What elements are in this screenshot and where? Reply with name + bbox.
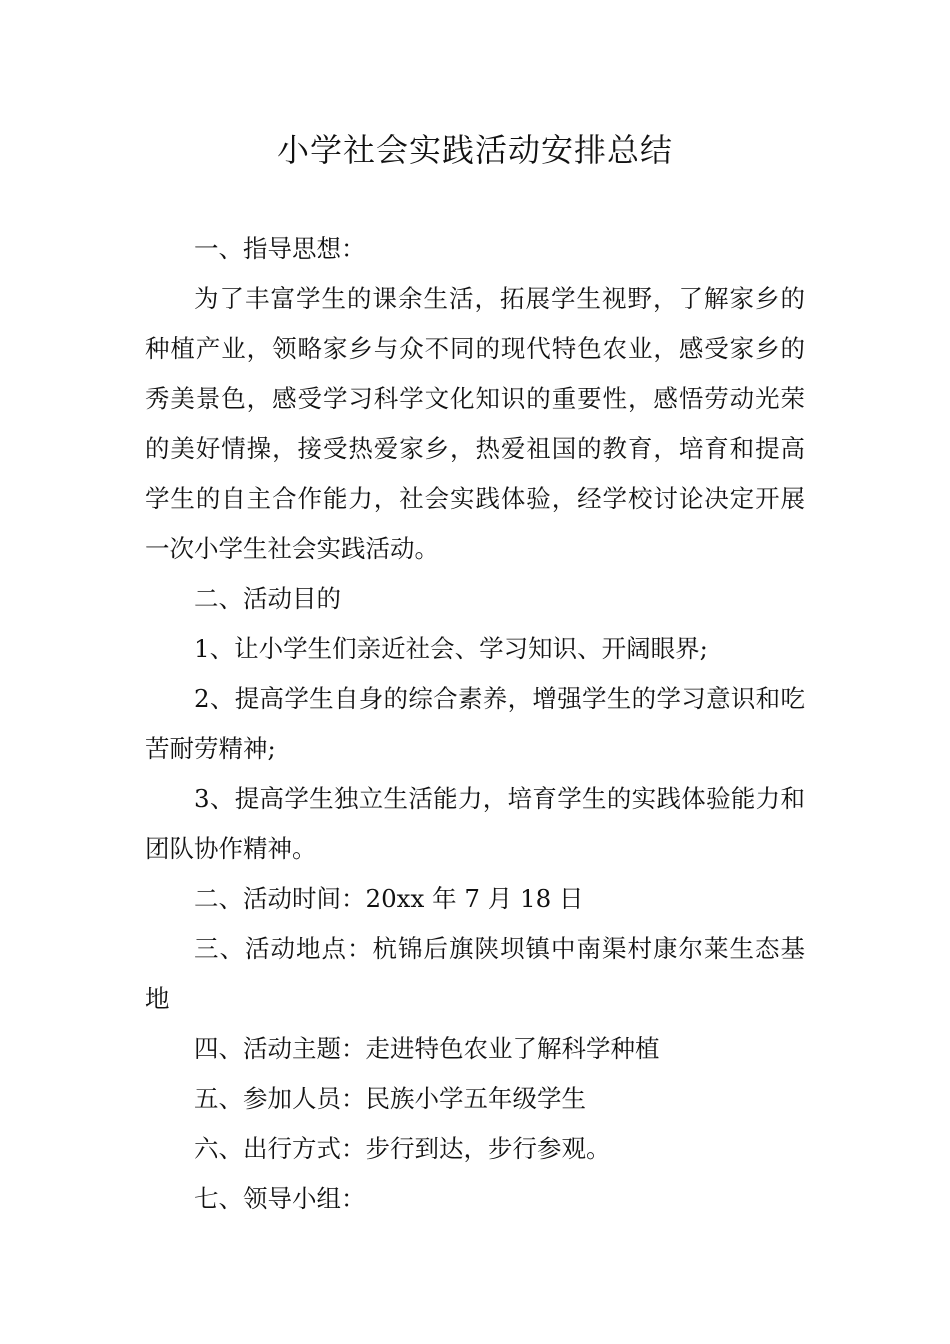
purpose-item-2: 2、提高学生自身的综合素养，增强学生的学习意识和吃苦耐劳精神; <box>145 684 805 763</box>
purpose-item-1: 1、让小学生们亲近社会、学习知识、开阔眼界; <box>194 634 708 663</box>
document-body <box>145 224 805 1224</box>
travel-mode: 六、出行方式：步行到达，步行参观。 <box>194 1134 611 1163</box>
document-title: 小学社会实践活动安排总结 <box>276 131 673 169</box>
participants: 五、参加人员：民族小学五年级学生 <box>194 1084 586 1113</box>
leadership-group-heading: 七、领导小组： <box>194 1184 366 1213</box>
activity-location: 三、活动地点：杭锦后旗陕坝镇中南渠村康尔莱生态基地 <box>145 934 805 1013</box>
purpose-item-3: 3、提高学生独立生活能力，培育学生的实践体验能力和团队协作精神。 <box>145 784 805 863</box>
section-heading-guiding-thought: 一、指导思想： <box>194 234 366 263</box>
activity-time: 二、活动时间：20xx 年 7 月 18 日 <box>194 884 584 913</box>
activity-theme: 四、活动主题：走进特色农业了解科学种植 <box>194 1034 660 1063</box>
paragraph-guiding-thought: 为了丰富学生的课余生活，拓展学生视野，了解家乡的种植产业，领略家乡与众不同的现代特色农业，感受家乡的秀美景色，感受学习科学文化知识的重要性，感悟劳动光荣的美好情操，接受热爱家乡，热爱祖国的教育，培育和提高学生的自主合作能力，社会实践体验，经学校讨论决定开展一次小学生社会实践活动。 <box>145 284 805 563</box>
section-heading-activity-purpose: 二、活动目的 <box>194 584 341 613</box>
